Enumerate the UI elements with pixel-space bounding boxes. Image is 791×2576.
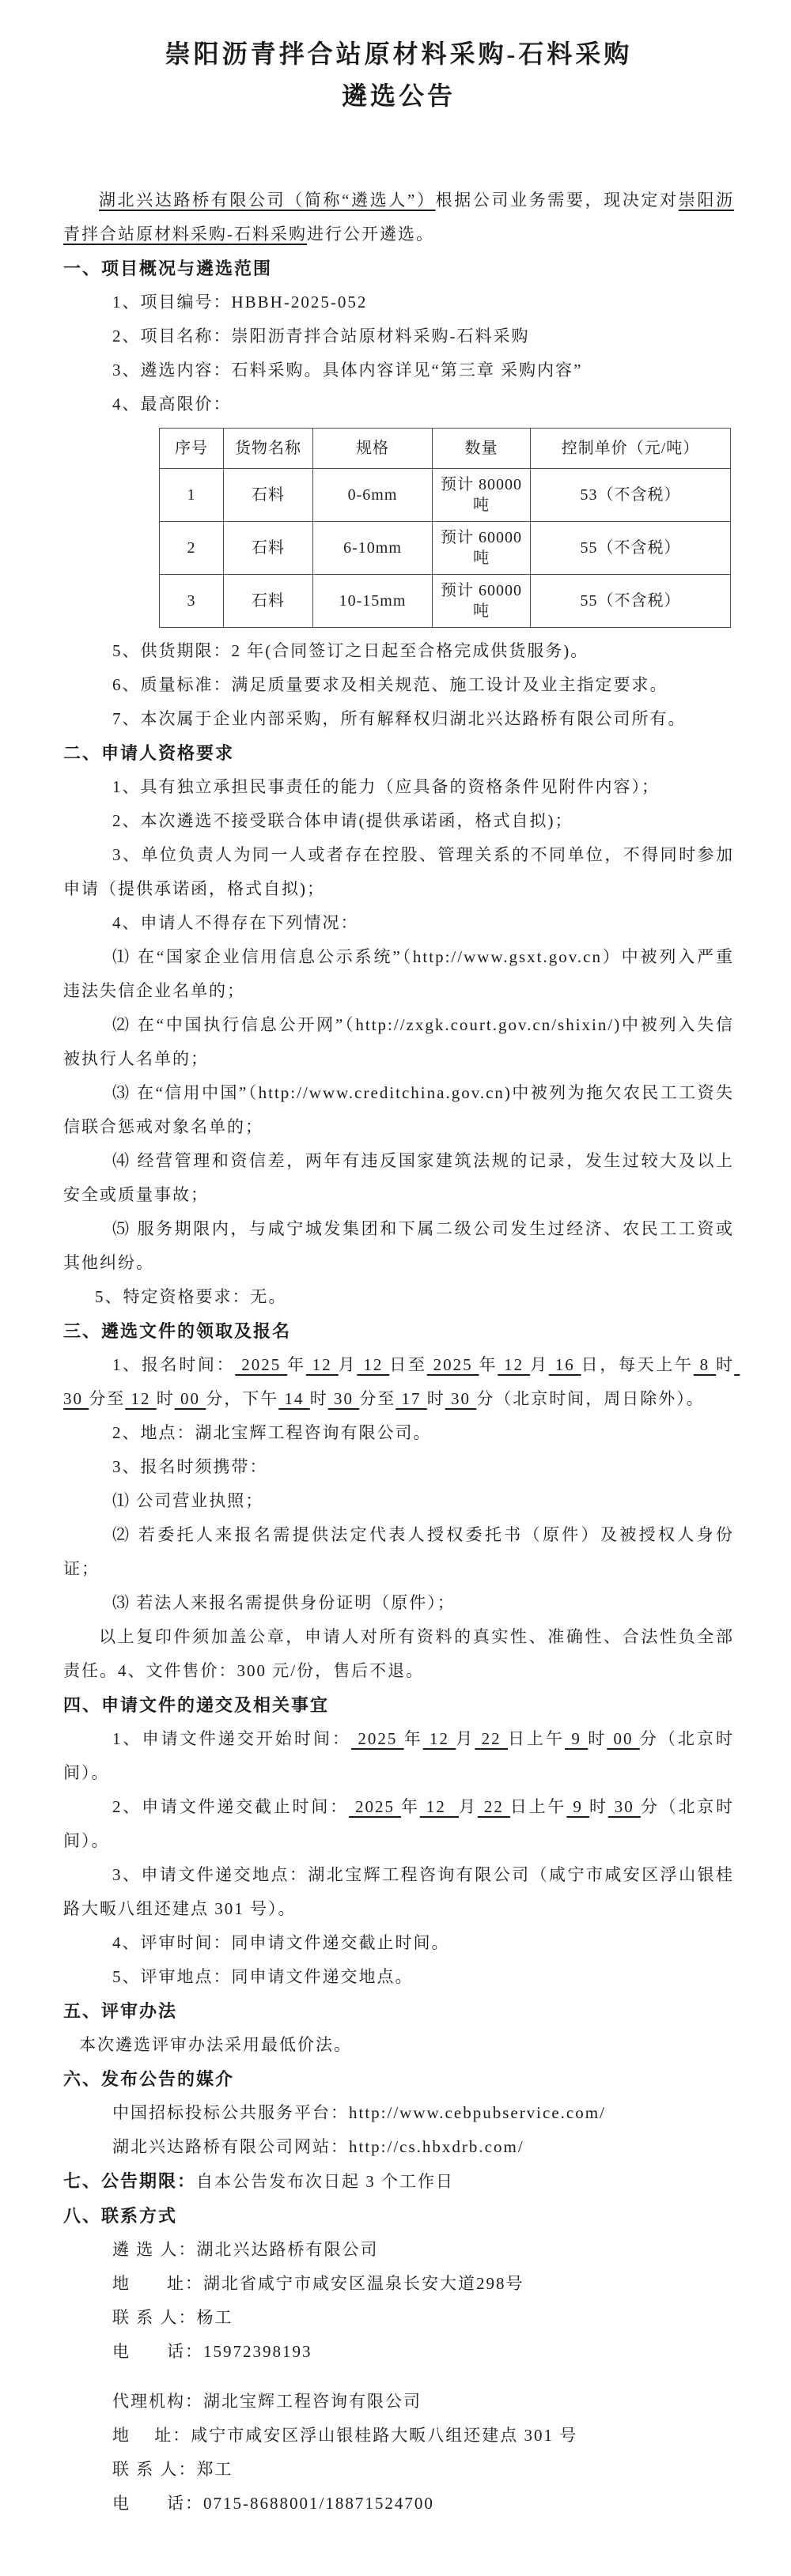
underlined-text: 12 — [357, 1355, 390, 1374]
review-place-item: 5、评审地点：同申请文件递交地点。 — [112, 1967, 414, 1986]
underlined-text: 12 — [419, 1797, 459, 1816]
selector-address-line: 地 址：湖北省咸宁市咸安区温泉长安大道298号 — [112, 2274, 524, 2293]
text-run: 分，下午 — [206, 1389, 279, 1408]
underlined-text: 12 — [125, 1389, 157, 1408]
selector-contact-line: 联 系 人：杨工 — [112, 2308, 233, 2327]
section2-heading: 二、申请人资格要求 — [63, 743, 235, 763]
selector-phone-line: 电 话：15972398193 — [112, 2342, 312, 2361]
media-platform-line: 中国招标投标公共服务平台：http://www.cebpubservice.com/ — [112, 2103, 606, 2122]
section5-heading: 五、评审办法 — [63, 2001, 178, 2021]
table-cell: 10-15mm — [313, 575, 433, 628]
text-run: 1、申请文件递交开始时间： — [112, 1729, 352, 1748]
qualification-subitem: ⑵ 在“中国执行信息公开网”（http://zxgk.court.gov.cn/shixin/)中被列入失信被执行人名单的； — [63, 1015, 734, 1068]
registration-bring-item: 3、报名时须携带： — [112, 1457, 268, 1476]
text-run: 时 — [309, 1389, 328, 1408]
price-limit-table — [159, 428, 731, 628]
submission-place-item: 3、申请文件递交地点：湖北宝辉工程咨询有限公司（咸宁市咸安区浮山银桂路大畈八组还建点 301 号）。 — [63, 1865, 734, 1918]
underlined-text: 8 — [693, 1355, 717, 1374]
document-title-line1: 崇阳沥青拌合站原材料采购-石料采购 — [165, 40, 633, 68]
text-run: 年 — [401, 1797, 420, 1816]
underlined-text: 12 — [498, 1355, 531, 1374]
text-run: 分（北京时间）。 — [63, 1797, 735, 1850]
bring-subitem: ⑵ 若委托人来报名需提供法定代表人授权委托书（原件）及被授权人身份证； — [63, 1525, 734, 1578]
table-header-cell: 规格 — [313, 429, 433, 469]
text-run: 时 — [588, 1729, 607, 1748]
underlined-text: 2025 — [235, 1355, 288, 1374]
agency-address-line: 地 址：咸宁市咸安区浮山银桂路大畈八组还建点 301 号 — [112, 2426, 578, 2445]
underlined-text: 崇阳沥青拌合站原材料采购-石料采购 — [63, 191, 735, 244]
text-run: 日上午 — [509, 1797, 567, 1816]
text-run: 分至 — [359, 1389, 396, 1408]
quality-standard-item: 6、质量标准：满足质量要求及相关规范、施工设计及业主指定要求。 — [112, 675, 668, 694]
table-header-row — [160, 429, 731, 469]
qualification-subitem: ⑴ 在“国家企业信用信息公示系统”（http://www.gsxt.gov.cn）中被列入严重违法失信企业名单的； — [63, 947, 734, 1000]
section3-heading: 三、遴选文件的领取及报名 — [63, 1321, 292, 1341]
text-run: 日上午 — [507, 1729, 566, 1748]
underlined-text: 12 — [422, 1729, 456, 1748]
text-run: 时 — [156, 1389, 175, 1408]
underlined-text: 2025 — [426, 1355, 479, 1374]
table-header-cell: 序号 — [160, 429, 224, 469]
underlined-text: 30 — [607, 1797, 641, 1816]
qualification-item: 2、本次遴选不接受联合体申请(提供承诺函，格式自拟)； — [112, 811, 573, 830]
section4-heading: 四、申请文件的递交及相关事宜 — [63, 1695, 330, 1715]
table-header-cell: 控制单价（元/吨） — [531, 429, 731, 469]
table-cell: 石料 — [224, 522, 313, 575]
section1-heading: 一、项目概况与遴选范围 — [63, 259, 273, 278]
submission-deadline-item — [63, 1790, 734, 1858]
table-cell: 6-10mm — [313, 522, 433, 575]
qualification-item: 1、具有独立承担民事责任的能力（应具备的资格条件见附件内容）； — [112, 777, 660, 796]
registration-time-item — [63, 1348, 740, 1416]
underlined-text: 2025 — [351, 1729, 404, 1748]
underlined-text: 30 — [327, 1389, 360, 1408]
section7-heading: 七、公告期限： — [63, 2171, 197, 2191]
underlined-text: 22 — [475, 1729, 508, 1748]
qualification-subitem: ⑸ 服务期限内，与咸宁城发集团和下属二级公司发生过经济、农民工工资或其他纠纷。 — [63, 1219, 734, 1272]
text-run: 时 — [589, 1797, 608, 1816]
supply-period-item: 5、供货期限：2 年(合同签订之日起至合格完成供货服务)。 — [112, 641, 589, 660]
text-run: 月 — [338, 1355, 358, 1374]
text-run: 日，每天上午 — [581, 1355, 694, 1374]
section6-heading: 六、发布公告的媒介 — [63, 2069, 235, 2089]
underlined-text: 2025 — [348, 1797, 402, 1816]
table-cell: 53（不含税） — [531, 469, 731, 522]
text-run: 月 — [530, 1355, 549, 1374]
text-run: 日至 — [389, 1355, 427, 1374]
underlined-text: 湖北兴达路桥有限公司（简称“遴选人”） — [99, 191, 436, 210]
intro-paragraph — [63, 183, 734, 251]
table-cell: 预计 80000 吨 — [433, 469, 531, 522]
table-cell: 3 — [160, 575, 224, 628]
text-run: 分至 — [89, 1389, 126, 1408]
text-run: 月 — [459, 1797, 478, 1816]
text-run: 时 — [426, 1389, 445, 1408]
selection-content-item: 3、遴选内容：石料采购。具体内容详见“第三章 采购内容” — [112, 361, 583, 380]
qualification-item: 3、单位负责人为同一人或者存在控股、管理关系的不同单位，不得同时参加申请（提供承诺函，格式自拟)； — [63, 845, 734, 898]
internal-procurement-item: 7、本次属于企业内部采购，所有解释权归湖北兴达路桥有限公司所有。 — [112, 709, 687, 728]
text-run: 分（北京时间）。 — [63, 1729, 735, 1782]
underlined-text: 12 — [305, 1355, 339, 1374]
media-website-line: 湖北兴达路桥有限公司网站：http://cs.hbxdrb.com/ — [112, 2137, 524, 2156]
text-run: 分（北京时间，周日除外）。 — [476, 1389, 705, 1408]
agency-name-line: 代理机构：湖北宝辉工程咨询有限公司 — [112, 2392, 422, 2411]
qualification-subitem: ⑷ 经营管理和资信差，两年有违反国家建筑法规的记录，发生过较大及以上安全或质量事故； — [63, 1151, 734, 1204]
review-time-item: 4、评审时间：同申请文件递交截止时间。 — [112, 1933, 450, 1952]
table-cell: 预计 60000 吨 — [433, 522, 531, 575]
document-title-line2: 遴选公告 — [341, 81, 456, 110]
table-cell: 1 — [160, 469, 224, 522]
text-run: 月 — [456, 1729, 475, 1748]
text-run: 年 — [403, 1729, 423, 1748]
project-number-item: 1、项目编号：HBBH-2025-052 — [112, 293, 368, 312]
underlined-text: 22 — [477, 1797, 510, 1816]
table-row — [160, 575, 731, 628]
registration-place-item: 2、地点：湖北宝辉工程咨询有限公司。 — [112, 1423, 432, 1442]
selector-name-line: 遴 选 人：湖北兴达路桥有限公司 — [112, 2240, 379, 2259]
submission-start-item — [63, 1722, 734, 1790]
underlined-text: 00 — [607, 1729, 640, 1748]
text-run: 根据公司业务需要，现决定对 — [435, 191, 679, 210]
max-price-item: 4、最高限价： — [112, 395, 232, 414]
table-header-cell: 数量 — [433, 429, 531, 469]
copies-note-paragraph: 以上复印件须加盖公章，申请人对所有资料的真实性、准确性、合法性负全部责任。4、文件售价：300 元/份，售后不退。 — [63, 1627, 734, 1680]
review-method-text: 本次遴选评审办法采用最低价法。 — [79, 2035, 352, 2054]
table-cell: 2 — [160, 522, 224, 575]
table-row — [160, 522, 731, 575]
table-row — [160, 469, 731, 522]
table-cell: 55（不含税） — [531, 575, 731, 628]
table-cell: 石料 — [224, 575, 313, 628]
text-run: 1、报名时间： — [112, 1355, 236, 1374]
bring-subitem: ⑶ 若法人来报名需提供身份证明（原件）； — [112, 1593, 456, 1612]
underlined-text: 30 — [445, 1389, 477, 1408]
bring-subitem: ⑴ 公司营业执照； — [112, 1491, 264, 1510]
underlined-text: 00 — [174, 1389, 206, 1408]
underlined-text: 9 — [565, 1729, 589, 1748]
table-cell: 55（不含税） — [531, 522, 731, 575]
table-cell: 预计 60000 吨 — [433, 575, 531, 628]
qualification-subitem: ⑶ 在“信用中国”（http://www.creditchina.gov.cn)中被列为拖欠农民工工资失信联合惩戒对象名单的； — [63, 1083, 734, 1136]
underlined-text: 9 — [566, 1797, 589, 1816]
notice-period-line — [63, 2164, 734, 2199]
qualification-item: 4、申请人不得存在下列情况： — [112, 913, 359, 932]
project-name-item: 2、项目名称：崇阳沥青拌合站原材料采购-石料采购 — [112, 327, 530, 346]
text-run: 时 — [716, 1355, 735, 1374]
text-run: 年 — [479, 1355, 498, 1374]
text-run: 年 — [287, 1355, 306, 1374]
specific-qualification-item: 5、特定资格要求：无。 — [95, 1287, 287, 1306]
underlined-text: 14 — [278, 1389, 310, 1408]
underlined-text: 16 — [548, 1355, 581, 1374]
text-run: 进行公开遴选。 — [307, 225, 434, 244]
notice-period-text: 自本公告发布次日起 3 个工作日 — [196, 2172, 455, 2191]
text-run: 2、申请文件递交截止时间： — [112, 1797, 349, 1816]
table-cell: 0-6mm — [313, 469, 433, 522]
underlined-text: 17 — [396, 1389, 427, 1408]
underlined-text: 30 — [63, 1355, 740, 1408]
table-cell: 石料 — [224, 469, 313, 522]
agency-phone-line: 电 话：0715-8688001/18871524700 — [112, 2494, 434, 2513]
table-header-cell: 货物名称 — [224, 429, 313, 469]
section8-heading: 八、联系方式 — [63, 2206, 178, 2226]
agency-contact-line: 联 系 人：郑工 — [112, 2460, 233, 2479]
